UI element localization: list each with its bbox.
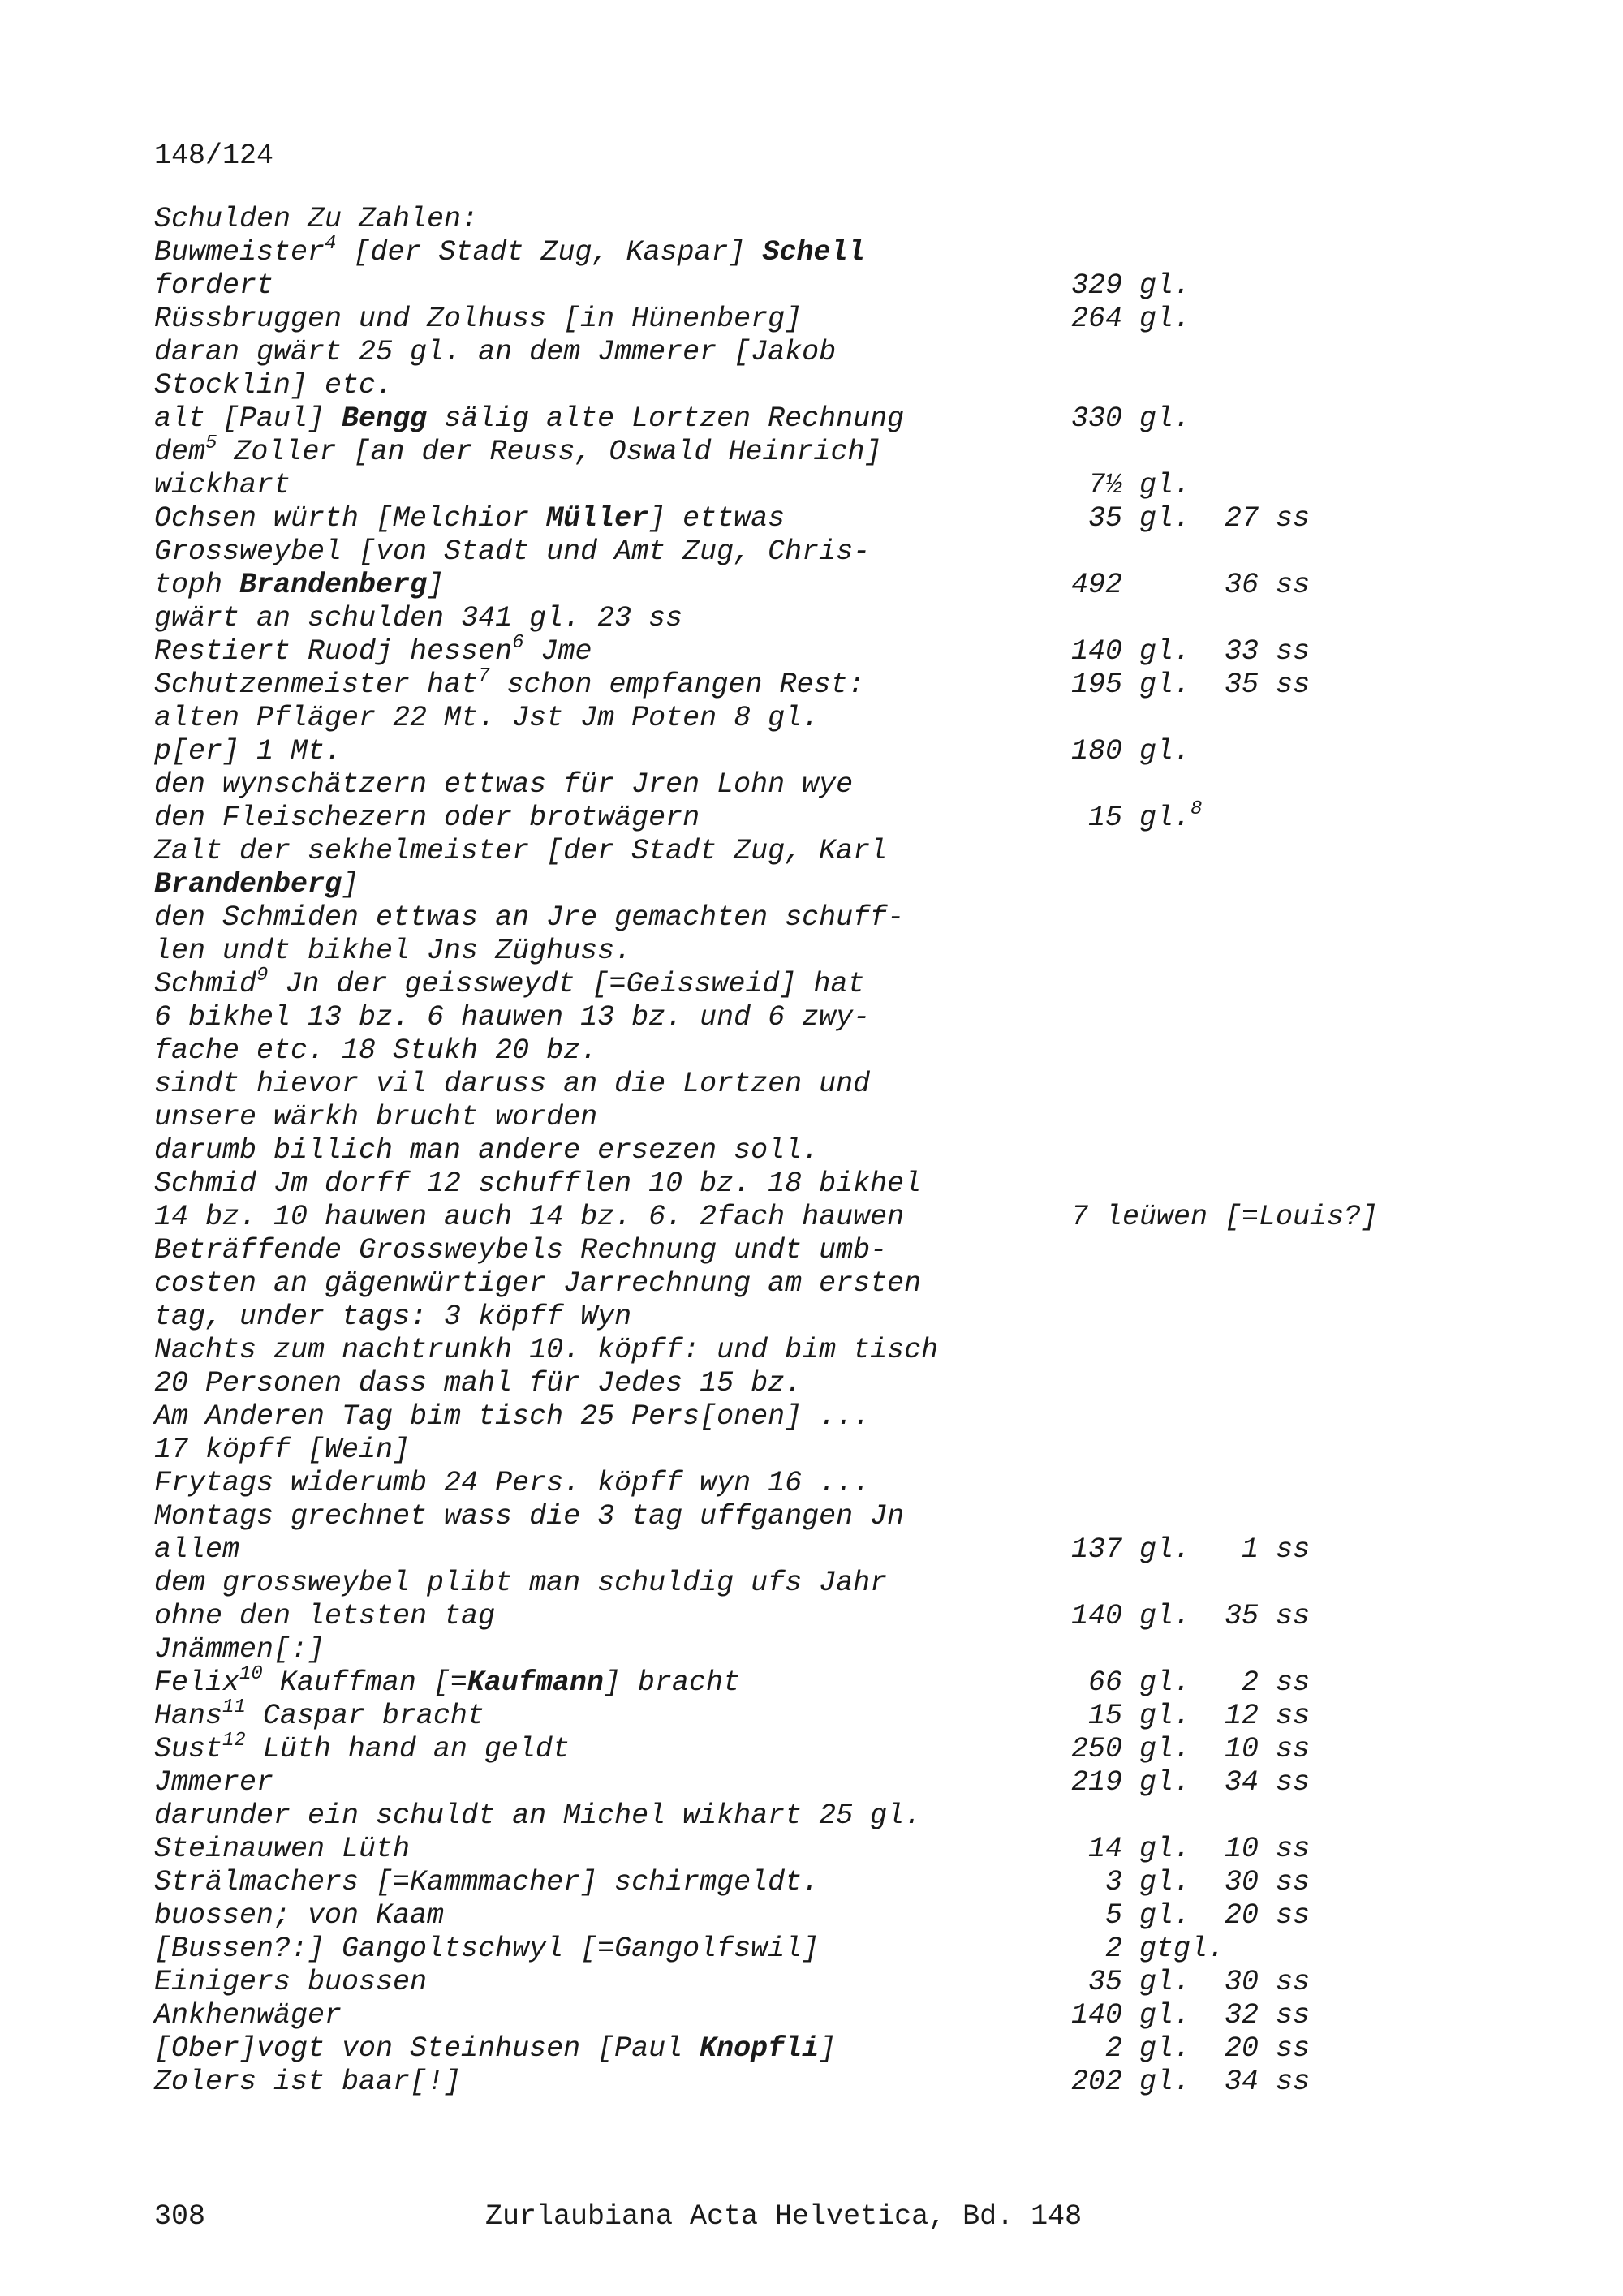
line-text: Stocklin] etc. (154, 369, 394, 402)
line-text: alt [Paul] Bengg sälig alte Lortzen Rechnung (154, 402, 905, 435)
line-text: Strälmachers [=Kammmacher] schirmgeldt. (154, 1866, 820, 1898)
line-text: 20 Personen dass mahl für Jedes 15 bz. (154, 1367, 803, 1400)
line-amount: 330 gl. (1071, 402, 1191, 435)
ledger-line (154, 432, 1599, 469)
line-text: Schmid$^9$ Jn der geissweydt [=Geissweid] hat (154, 965, 865, 1000)
line-text: Schulden Zu Zahlen: (154, 203, 479, 235)
ledger-line (154, 2066, 1599, 2099)
line-amount: 250 gl. 10 ss (1071, 1733, 1311, 1765)
line-text: Montags grechnet wass die 3 tag uffgangen Jn (154, 1500, 905, 1533)
line-text: Steinauwen Lüth (154, 1833, 411, 1865)
line-amount: 2 gl. 20 ss (1071, 2032, 1311, 2065)
ledger-line (154, 535, 1599, 569)
ledger-line (154, 1034, 1599, 1068)
person-name: Müller (546, 502, 649, 535)
ledger-line (154, 303, 1599, 336)
ledger-line (154, 269, 1599, 303)
ledger-line (154, 1234, 1599, 1267)
line-text: alten Pfläger 22 Mt. Jst Jm Poten 8 gl. (154, 702, 820, 734)
ledger-line (154, 1201, 1599, 1234)
line-text: wickhart (154, 469, 291, 501)
ledger-line (154, 1101, 1599, 1134)
ledger-line (154, 768, 1599, 802)
line-amount: 329 gl. (1071, 269, 1191, 302)
line-amount: 7 leüwen [=Louis?] (1071, 1201, 1379, 1233)
ledger-line (154, 1833, 1599, 1866)
ledger-line (154, 602, 1599, 635)
ledger-line (154, 1663, 1599, 1700)
line-amount: 140 gl. 32 ss (1071, 1999, 1311, 2032)
ledger-line (154, 1567, 1599, 1600)
line-text: Sust$^{12}$ Lüth hand an geldt (154, 1730, 570, 1765)
line-text: Schmid Jm dorff 12 schufflen 10 bz. 18 bikhel (154, 1167, 922, 1200)
line-text: Zolers ist baar[!] (154, 2066, 462, 2098)
ledger-line (154, 798, 1599, 835)
line-text: Zalt der sekhelmeister [der Stadt Zug, Karl (154, 835, 888, 867)
line-text: den Fleischezern oder brotwägern (154, 802, 700, 834)
line-text: 14 bz. 10 hauwen auch 14 bz. 6. 2fach hauwen (154, 1201, 905, 1233)
line-text: p[er] 1 Mt. (154, 735, 342, 767)
line-amount: 15 gl. 12 ss (1071, 1700, 1311, 1732)
footnote-ref: 7 (478, 665, 490, 687)
line-text: tag, under tags: 3 köpff Wyn (154, 1301, 632, 1333)
line-text: len undt bikhel Jns Züghuss. (154, 935, 632, 967)
line-text: Schutzenmeister hat$^7$ schon empfangen Rest: (154, 665, 865, 701)
ledger-line (154, 203, 1599, 236)
ledger-line (154, 1434, 1599, 1467)
ledger-line (154, 1730, 1599, 1766)
line-text: allem (154, 1533, 240, 1566)
line-amount: 35 gl. 27 ss (1071, 502, 1311, 535)
footnote-ref: 8 (1190, 798, 1203, 820)
ledger-line (154, 1933, 1599, 1966)
line-text: ohne den letsten tag (154, 1600, 496, 1632)
line-text: dem grossweybel plibt man schuldig ufs Jahr (154, 1567, 888, 1599)
line-text: Jmmerer (154, 1766, 274, 1799)
line-amount: 180 gl. (1071, 735, 1191, 767)
line-text: Ochsen würth [Melchior Müller] ettwas (154, 502, 786, 535)
ledger-line (154, 1533, 1599, 1567)
line-text: den wynschätzern ettwas für Jren Lohn wye (154, 768, 854, 801)
ledger-line (154, 1766, 1599, 1799)
line-amount: 7½ gl. (1071, 469, 1191, 501)
ledger-line (154, 1633, 1599, 1666)
ledger-line (154, 1267, 1599, 1301)
line-text: Frytags widerumb 24 Pers. köpff wyn 16 ... (154, 1467, 871, 1499)
line-text: gwärt an schulden 341 gl. 23 ss (154, 602, 683, 634)
ledger-line (154, 1167, 1599, 1201)
line-text: sindt hievor vil daruss an die Lortzen und (154, 1068, 871, 1100)
line-text: Rüssbruggen und Zolhuss [in Hünenberg] (154, 303, 803, 335)
ledger-line (154, 1696, 1599, 1733)
ledger-line (154, 369, 1599, 402)
line-text: daran gwärt 25 gl. an dem Jmmerer [Jakob (154, 336, 837, 368)
line-text: [Ober]vogt von Steinhusen [Paul Knopfli] (154, 2032, 837, 2065)
line-text: Buwmeister$^4$ [der Stadt Zug, Kaspar] Schell (154, 233, 865, 269)
footnote-ref: 10 (239, 1663, 263, 1685)
line-text: darumb billich man andere ersezen soll. (154, 1134, 820, 1167)
ledger-line (154, 1799, 1599, 1833)
footnote-ref: 9 (256, 965, 269, 987)
ledger-line (154, 868, 1599, 901)
line-amount: 66 gl. 2 ss (1071, 1666, 1311, 1699)
line-text: Felix$^{10}$ Kauffman [=Kaufmann] bracht (154, 1663, 740, 1699)
ledger-line (154, 665, 1599, 702)
footer-title: Zurlaubiana Acta Helvetica, Bd. 148 (485, 2200, 1083, 2233)
footnote-ref: 11 (222, 1696, 246, 1718)
line-text: dem$^5$ Zoller [an der Reuss, Oswald Heinrich] (154, 432, 882, 468)
ledger-line (154, 569, 1599, 602)
ledger-line (154, 1367, 1599, 1400)
ledger-line (154, 1866, 1599, 1899)
line-amount: 5 gl. 20 ss (1071, 1899, 1311, 1932)
line-amount: 15 gl.$^8$ (1071, 798, 1203, 834)
person-name: Schell (762, 236, 865, 269)
footnote-ref: 5 (205, 432, 217, 454)
ledger-line (154, 469, 1599, 502)
line-text: Brandenberg] (154, 868, 359, 901)
ledger-line (154, 835, 1599, 868)
line-text: Ankhenwäger (154, 1999, 342, 2032)
ledger-line (154, 965, 1599, 1001)
line-amount: 140 gl. 33 ss (1071, 635, 1311, 668)
ledger-line (154, 901, 1599, 935)
ledger-lines (154, 203, 1599, 2099)
ledger-line (154, 1001, 1599, 1034)
line-text: Am Anderen Tag bim tisch 25 Pers[onen] ... (154, 1400, 871, 1433)
ledger-line (154, 632, 1599, 669)
line-amount: 219 gl. 34 ss (1071, 1766, 1311, 1799)
line-text: fordert (154, 269, 274, 302)
line-text: Nachts zum nachtrunkh 10. köpff: und bim tisch (154, 1334, 939, 1366)
ledger-line (154, 1899, 1599, 1933)
ledger-line (154, 1301, 1599, 1334)
line-text: den Schmiden ettwas an Jre gemachten schuff- (154, 901, 905, 934)
line-amount: 35 gl. 30 ss (1071, 1966, 1311, 1998)
ledger-line (154, 336, 1599, 369)
line-text: [Bussen?:] Gangoltschwyl [=Gangolfswil] (154, 1933, 820, 1965)
page-reference: 148/124 (154, 140, 274, 172)
line-text: Hans$^{11}$ Caspar bracht (154, 1696, 484, 1732)
line-text: Jnämmen[:] (154, 1633, 325, 1666)
line-amount: 195 gl. 35 ss (1071, 669, 1311, 701)
footnote-ref: 4 (325, 233, 337, 255)
line-text: fache etc. 18 Stukh 20 bz. (154, 1034, 598, 1067)
ledger-line (154, 702, 1599, 735)
footnote-ref: 12 (222, 1730, 246, 1752)
line-text: buossen; von Kaam (154, 1899, 445, 1932)
line-text: unsere wärkh brucht worden (154, 1101, 598, 1133)
ledger-line (154, 1500, 1599, 1533)
ledger-line (154, 1334, 1599, 1367)
person-name: Brandenberg (154, 868, 342, 901)
ledger-line (154, 1068, 1599, 1101)
line-text: Einigers buossen (154, 1966, 428, 1998)
ledger-line (154, 735, 1599, 768)
line-text: Beträffende Grossweybels Rechnung undt umb- (154, 1234, 888, 1266)
line-text: Restiert Ruodj hessen$^6$ Jme (154, 632, 592, 668)
ledger-line (154, 502, 1599, 535)
line-amount: 14 gl. 10 ss (1071, 1833, 1311, 1865)
line-amount: 3 gl. 30 ss (1071, 1866, 1311, 1898)
line-text: toph Brandenberg] (154, 569, 445, 601)
ledger-line (154, 233, 1599, 269)
person-name: Knopfli (700, 2032, 820, 2065)
line-text: darunder ein schuldt an Michel wikhart 25 gl. (154, 1799, 922, 1832)
ledger-line (154, 1966, 1599, 1999)
ledger-line (154, 1400, 1599, 1434)
person-name: Kaufmann (467, 1666, 604, 1699)
ledger-line (154, 402, 1599, 436)
line-amount: 140 gl. 35 ss (1071, 1600, 1311, 1632)
line-amount: 264 gl. (1071, 303, 1191, 335)
line-text: costen an gägenwürtiger Jarrechnung am ersten (154, 1267, 922, 1300)
footer-page-number: 308 (154, 2200, 206, 2233)
line-text: 6 bikhel 13 bz. 6 hauwen 13 bz. und 6 zwy- (154, 1001, 871, 1034)
line-amount: 202 gl. 34 ss (1071, 2066, 1311, 2098)
ledger-line (154, 1134, 1599, 1167)
ledger-line (154, 1467, 1599, 1500)
ledger-line (154, 1999, 1599, 2032)
line-amount: 137 gl. 1 ss (1071, 1533, 1311, 1566)
ledger-line (154, 1600, 1599, 1633)
line-text: 17 köpff [Wein] (154, 1434, 411, 1466)
footnote-ref: 6 (512, 632, 524, 654)
ledger-line (154, 2032, 1599, 2066)
person-name: Brandenberg (239, 569, 428, 601)
line-amount: 492 36 ss (1071, 569, 1311, 601)
ledger-line (154, 935, 1599, 968)
person-name: Bengg (342, 402, 428, 435)
line-amount: 2 gtgl. (1071, 1933, 1225, 1965)
line-text: Grossweybel [von Stadt und Amt Zug, Chris- (154, 535, 871, 568)
